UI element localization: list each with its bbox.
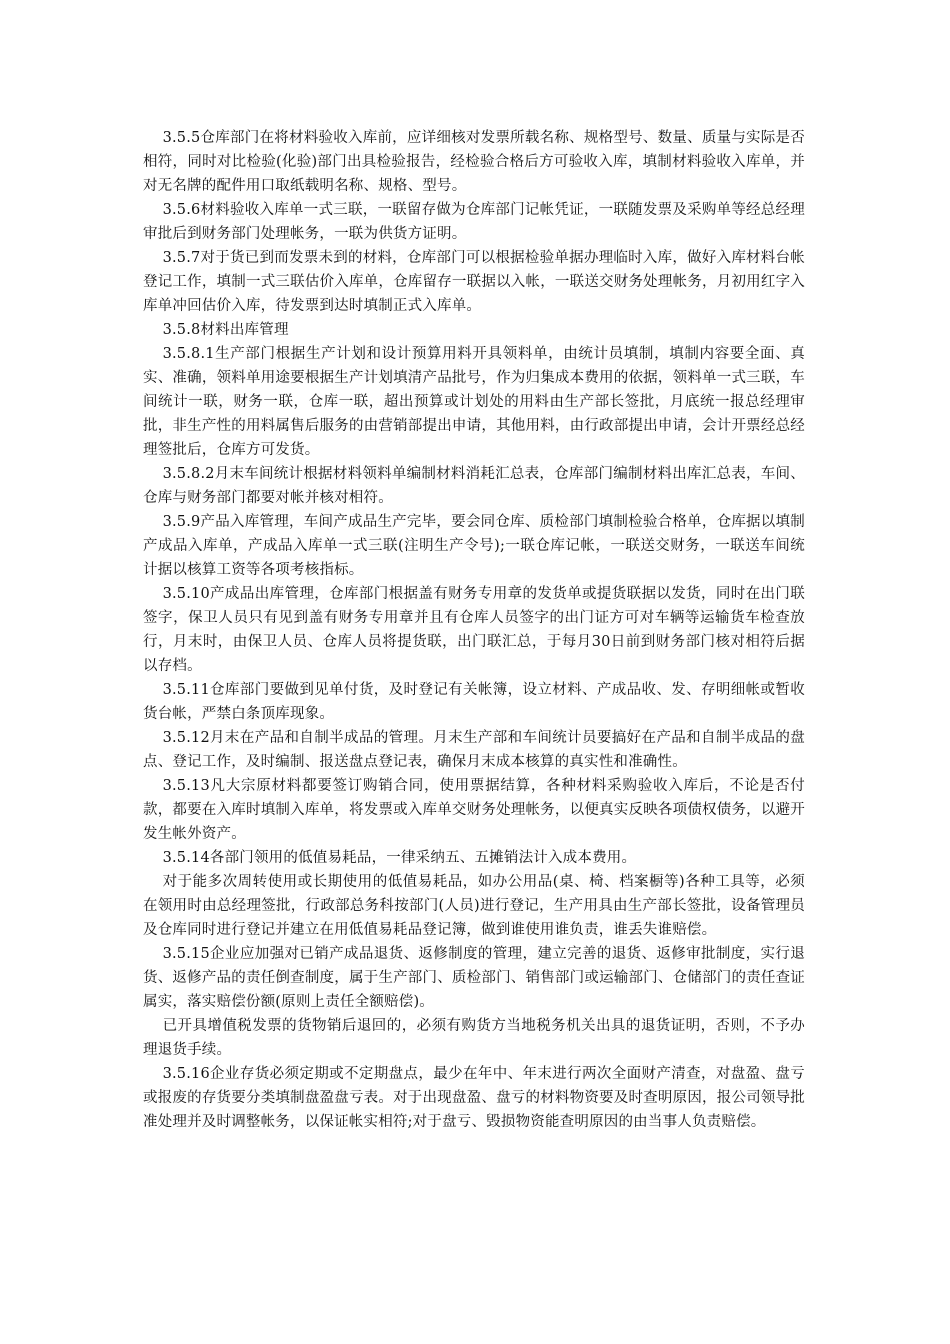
paragraph-vat-returns: 已开具增值税发票的货物销后退回的，必须有购货方当地税务机关出具的退货证明，否则，不予办理退货手续。 (143, 1018, 805, 1058)
section-heading-3-5-8: 3.5.8材料出库管理 (162, 322, 289, 338)
paragraph-3-5-10: 3.5.10产成品出库管理，仓库部门根据盖有财务专用章的发货单或提货联据以发货，同时在出门联签字，保卫人员只有见到盖有财务专用章并且有仓库人员签字的出门证方可对车辆等运输货车检查放行，月末时，由保卫人员、仓库人员将提货联，出门联汇总，于每月30日前到财务部门核对相符后据以存档。 (143, 586, 805, 674)
paragraph-3-5-11: 3.5.11仓库部门要做到见单付货，及时登记有关帐簿，设立材料、产成品收、发、存明细帐或暂收货台帐，严禁白条顶库现象。 (143, 682, 805, 722)
document-body (143, 126, 805, 1134)
paragraph-3-5-16: 3.5.16企业存货必须定期或不定期盘点，最少在年中、年末进行两次全面财产清查，对盘盈、盘亏或报废的存货要分类填制盘盈盘亏表。对于出现盘盈、盘亏的材料物资要及时查明原因，报公司领导批准处理并及时调整帐务，以保证帐实相符;对于盘亏、毁损物资能查明原因的由当事人负责赔偿。 (143, 1066, 805, 1130)
paragraph-3-5-6: 3.5.6材料验收入库单一式三联，一联留存做为仓库部门记帐凭证，一联随发票及采购单等经总经理审批后到财务部门处理帐务，一联为供货方证明。 (143, 202, 805, 242)
paragraph-3-5-15: 3.5.15企业应加强对已销产成品退货、返修制度的管理，建立完善的退货、返修审批制度，实行退货、返修产品的责任倒查制度，属于生产部门、质检部门、销售部门或运输部门、仓储部门的责任查证属实，落实赔偿份额(原则上责任全额赔偿)。 (143, 946, 805, 1010)
paragraph-3-5-13: 3.5.13凡大宗原材料都要签订购销合同，使用票据结算，各种材料采购验收入库后，不论是否付款，都要在入库时填制入库单，将发票或入库单交财务处理帐务，以便真实反映各项债权债务，以避开发生帐外资产。 (143, 778, 805, 842)
paragraph-low-value-items: 对于能多次周转使用或长期使用的低值易耗品，如办公用品(桌、椅、档案橱等)各种工具等，必须在领用时由总经理签批，行政部总务科按部门(人员)进行登记，生产用具由生产部长签批，设备管理员及仓库同时进行登记并建立在用低值易耗品登记簿，做到谁使用谁负责，谁丢失谁赔偿。 (143, 874, 805, 938)
paragraph-3-5-14: 3.5.14各部门领用的低值易耗品，一律采纳五、五摊销法计入成本费用。 (162, 850, 637, 866)
paragraph-3-5-9: 3.5.9产品入库管理，车间产成品生产完毕，要会同仓库、质检部门填制检验合格单，仓库据以填制产成品入库单，产成品入库单一式三联(注明生产令号);一联仓库记帐，一联送交财务，一联送车间统计据以核算工资等各项考核指标。 (143, 514, 805, 578)
paragraph-3-5-7: 3.5.7对于货已到而发票未到的材料，仓库部门可以根据检验单据办理临时入库，做好入库材料台帐登记工作，填制一式三联估价入库单，仓库留存一联据以入帐，一联送交财务处理帐务，月初用红字入库单冲回估价入库，待发票到达时填制正式入库单。 (143, 250, 805, 314)
paragraph-3-5-12: 3.5.12月末在产品和自制半成品的管理。月末生产部和车间统计员要搞好在产品和自制半成品的盘点、登记工作，及时编制、报送盘点登记表，确保月末成本核算的真实性和准确性。 (143, 730, 805, 770)
paragraph-3-5-5: 3.5.5仓库部门在将材料验收入库前，应详细核对发票所载名称、规格型号、数量、质量与实际是否相符，同时对比检验(化验)部门出具检验报告，经检验合格后方可验收入库，填制材料验收入库单，并对无名牌的配件用口取纸载明名称、规格、型号。 (143, 130, 805, 194)
paragraph-3-5-8-1: 3.5.8.1生产部门根据生产计划和设计预算用料开具领料单，由统计员填制，填制内容要全面、真实、准确，领料单用途要根据生产计划填清产品批号，作为归集成本费用的依据，领料单一式三联，车间统计一联，财务一联，仓库一联，超出预算或计划处的用料由生产部长签批，月底统一报总经理审批，非生产性的用料属售后服务的由营销部提出申请，其他用料，由行政部提出申请，会计开票经总经理签批后，仓库方可发货。 (143, 346, 805, 458)
paragraph-3-5-8-2: 3.5.8.2月末车间统计根据材料领料单编制材料消耗汇总表，仓库部门编制材料出库汇总表，车间、仓库与财务部门都要对帐并核对相符。 (143, 466, 805, 506)
